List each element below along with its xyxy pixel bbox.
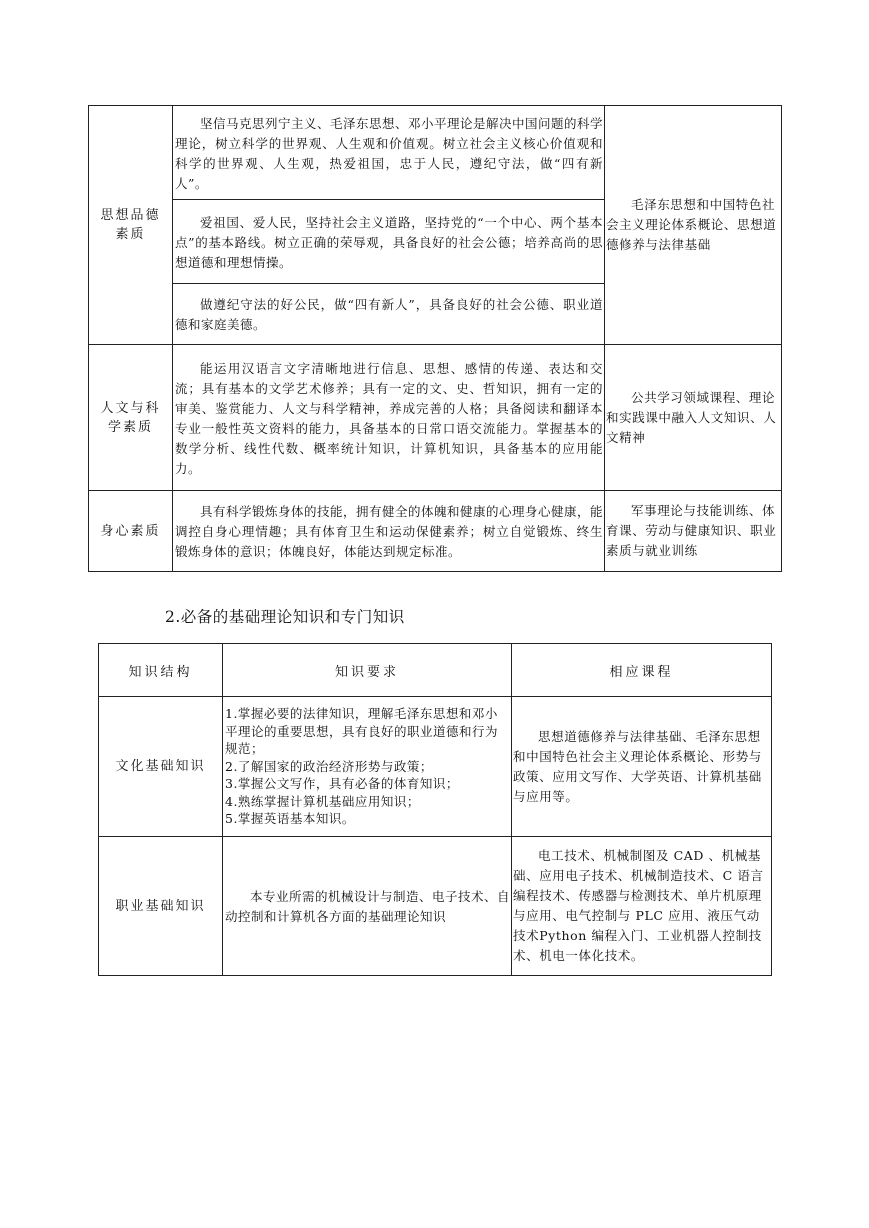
- structure-cultural-basics: 文化基础知识: [99, 697, 223, 837]
- moral-requirement-2: 爱祖国、爱人民，坚持社会主义道路，坚持党的“一个中心、两个基本点”的基本路线。树立正确的荣辱观，具备良好的社会公德；培养高尚的思想道德和理想情操。: [173, 200, 605, 284]
- list-item: 3.掌握公文写作，具有必备的体育知识；: [225, 776, 459, 792]
- cultural-courses: 思想道德修养与法律基础、毛泽东思想和中国特色社会主义理论体系概论、形势与政策、应用文写作、大学英语、计算机基础与应用等。: [512, 697, 772, 837]
- moral-courses: 毛泽东思想和中国特色社会主义理论体系概论、思想道德修养与法律基础: [605, 106, 782, 345]
- category-body-mind: 身心素质: [89, 491, 173, 572]
- moral-requirement-1: 坚信马克思列宁主义、毛泽东思想、邓小平理论是解决中国问题的科学理论，树立科学的世界观、人生观和价值观。树立社会主义核心价值观和科学的世界观、人生观，热爱祖国，忠于人民，遵纪守法，做“四有新人”。: [173, 106, 605, 200]
- moral-requirement-3: 做遵纪守法的好公民，做“四有新人”，具备良好的社会公德、职业道德和家庭美德。: [173, 284, 605, 345]
- professional-courses: 电工技术、机械制图及 CAD 、机械基础、应用电子技术、机械制造技术、C 语言编程技术、传感器与检测技术、单片机原理与应用、电气控制与 PLC 应用、液压气动技术Python 编程入门、工业机器人控制技术、机电一体化技术。: [512, 837, 772, 976]
- list-item: 4.熟练掌握计算机基础应用知识；: [225, 793, 420, 809]
- professional-requirements: 本专业所需的机械设计与制造、电子技术、自动控制和计算机各方面的基础理论知识: [223, 837, 512, 976]
- list-item: 2.了解国家的政治经济形势与政策；: [225, 758, 433, 774]
- header-requirements: 知识要求: [223, 644, 512, 697]
- body-mind-requirement: 具有科学锻炼身体的技能，拥有健全的体魄和健康的心理身心健康，能调控自身心理情趣；具有体育卫生和运动保健素养；树立自觉锻炼、终生锻炼身体的意识；体魄良好，体能达到规定标准。: [173, 491, 605, 572]
- quality-requirements-table: [88, 105, 782, 572]
- list-item: 1.掌握必要的法律知识，理解毛泽东思想和邓小平理论的重要思想，具有良好的职业道德和行为规范；: [225, 706, 499, 757]
- list-item: 5.掌握英语基本知识。: [225, 811, 355, 827]
- structure-professional-basics: 职业基础知识: [99, 837, 223, 976]
- humanities-courses: 公共学习领域课程、理论和实践课中融入人文知识、人文精神: [605, 345, 782, 491]
- body-mind-courses: 军事理论与技能训练、体育课、劳动与健康知识、职业素质与就业训练: [605, 491, 782, 572]
- humanities-requirement: 能运用汉语言文字清晰地进行信息、思想、感情的传递、表达和交 流；具有基本的文学艺术修养；具有一定的文、史、哲知识，拥有一定的审美、鉴赏能力、人文与科学精神，养成完善的人格；具备阅读和翻译本专业一般性英文资料的能力，具备基本的日常口语交流能力。掌握基本的数学分析、线性代数、概率统计知识，计算机知识，具备基本的应用能力。: [173, 345, 605, 491]
- category-humanities-science: 人文与科学素质: [89, 345, 173, 491]
- section-heading: 2.必备的基础理论知识和专门知识: [165, 608, 405, 626]
- header-structure: 知识结构: [99, 644, 223, 697]
- header-courses: 相应课程: [512, 644, 772, 697]
- knowledge-table: [98, 643, 772, 976]
- category-moral-quality: 思想品德素质: [89, 106, 173, 345]
- cultural-requirements-list: [223, 697, 512, 837]
